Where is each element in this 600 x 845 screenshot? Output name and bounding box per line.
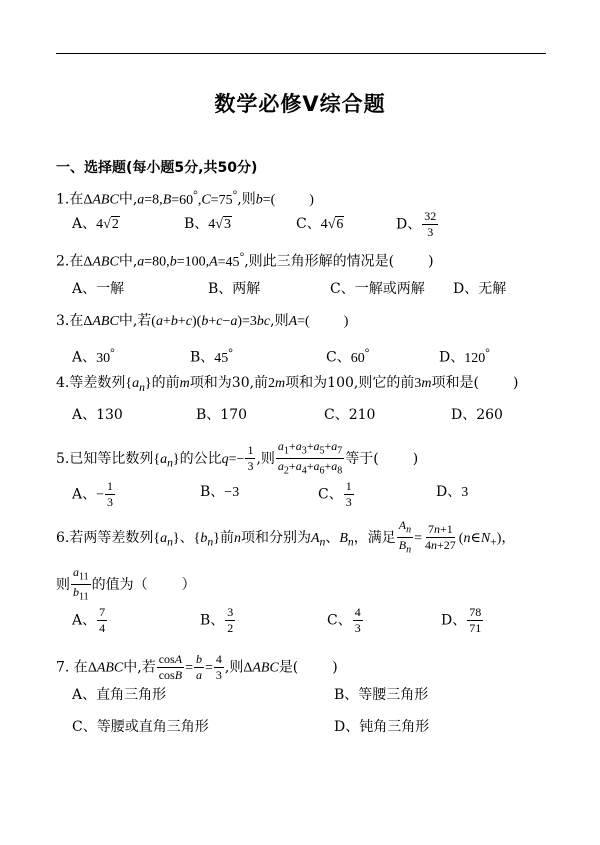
question-3-option-d[interactable]: D、120°	[439, 346, 490, 366]
question-5-option-b[interactable]: B、−3	[200, 484, 240, 500]
question-4-option-d[interactable]: D、260	[451, 407, 503, 423]
question-1-stem: 1.在ΔABC中,a=8,B=60°,C=75°,则b=( )	[56, 188, 314, 208]
question-4-stem: 4.等差数列$\{a_n\}$的前m项和为30,前2m项和为100,则它的前3m项和是( )	[56, 375, 519, 394]
question-6-option-b[interactable]: B、 $\frac{3}{2}$	[200, 605, 234, 635]
question-6-stem: 6.若两等差数列$\{a_n\}$、$\{b_n\}$前n项和分别为$A_n$、$B_n$，满足 $\frac{A_n}{B_n}$ = $\frac{7n+1}{4n+27}$ $(n\in N_+)$，	[56, 518, 516, 556]
question-3-stem: 3.在ΔABC中,若(a+b+c)(b+c−a)=3bc,则A=( )	[56, 313, 349, 329]
question-3-option-c[interactable]: C、60°	[326, 346, 370, 366]
question-3-option-b[interactable]: B、45°	[190, 346, 233, 366]
page-title: 数学必修V综合题	[214, 92, 386, 116]
question-4-option-c[interactable]: C、210	[324, 407, 376, 423]
question-6-option-a[interactable]: A、 $\frac{7}{4}$	[72, 605, 106, 635]
question-2-option-b[interactable]: B、两解	[208, 281, 261, 297]
question-4-option-b[interactable]: B、170	[196, 407, 248, 423]
question-1-option-a[interactable]: A、4√2	[72, 216, 119, 232]
header-rule	[56, 53, 546, 54]
question-6-option-d[interactable]: D、 $\frac{78}{71}$	[441, 605, 482, 635]
question-5-stem: 5.已知等比数列$\{a_n\}$的公比q=− $\frac{1}{3}$ ,则 $\frac{a_1+a_3+a_5+a_7}{a_2+a_4+a_6+a_8}$ 等于( )	[56, 439, 419, 477]
question-1-option-c[interactable]: C、4√6	[296, 216, 344, 232]
question-6-stem-line2: 则 $\frac{a_{11}}{b_{11}}$ 的值为（ ）	[56, 565, 196, 603]
question-7-option-a[interactable]: A、直角三角形	[72, 687, 167, 703]
question-7-option-c[interactable]: C、等腰或直角三角形	[72, 719, 209, 735]
question-7-stem: 7. 在ΔABC中,若 $\frac{\cos A}{\cos B}$ = $\frac{b}{a}$ = $\frac{4}{3}$ ,则ΔABC是( )	[56, 652, 338, 682]
question-1-option-b[interactable]: B、4√3	[184, 216, 231, 232]
question-7-option-b[interactable]: B、等腰三角形	[334, 687, 429, 703]
question-1-option-d[interactable]: D、 $\frac{32}{3}$	[396, 209, 437, 239]
section-heading: 一、选择题(每小题5分,共50分)	[56, 160, 258, 176]
question-6-option-c[interactable]: C、 $\frac{4}{3}$	[327, 605, 361, 635]
question-5-option-a[interactable]: A、− $\frac{1}{3}$	[72, 479, 114, 509]
question-2-stem: 2.在ΔABC中,a=80,b=100,A=45°,则此三角形解的情况是( )	[56, 250, 434, 270]
question-5-option-c[interactable]: C、 $\frac{1}{3}$	[318, 479, 352, 509]
question-2-option-d[interactable]: D、无解	[453, 281, 507, 297]
question-3-option-a[interactable]: A、30°	[72, 346, 115, 366]
question-4-option-a[interactable]: A、130	[72, 407, 123, 423]
question-5-option-d[interactable]: D、3	[436, 484, 469, 500]
question-2-option-a[interactable]: A、一解	[72, 281, 125, 297]
question-2-option-c[interactable]: C、一解或两解	[330, 281, 425, 297]
question-7-option-d[interactable]: D、钝角三角形	[334, 719, 430, 735]
